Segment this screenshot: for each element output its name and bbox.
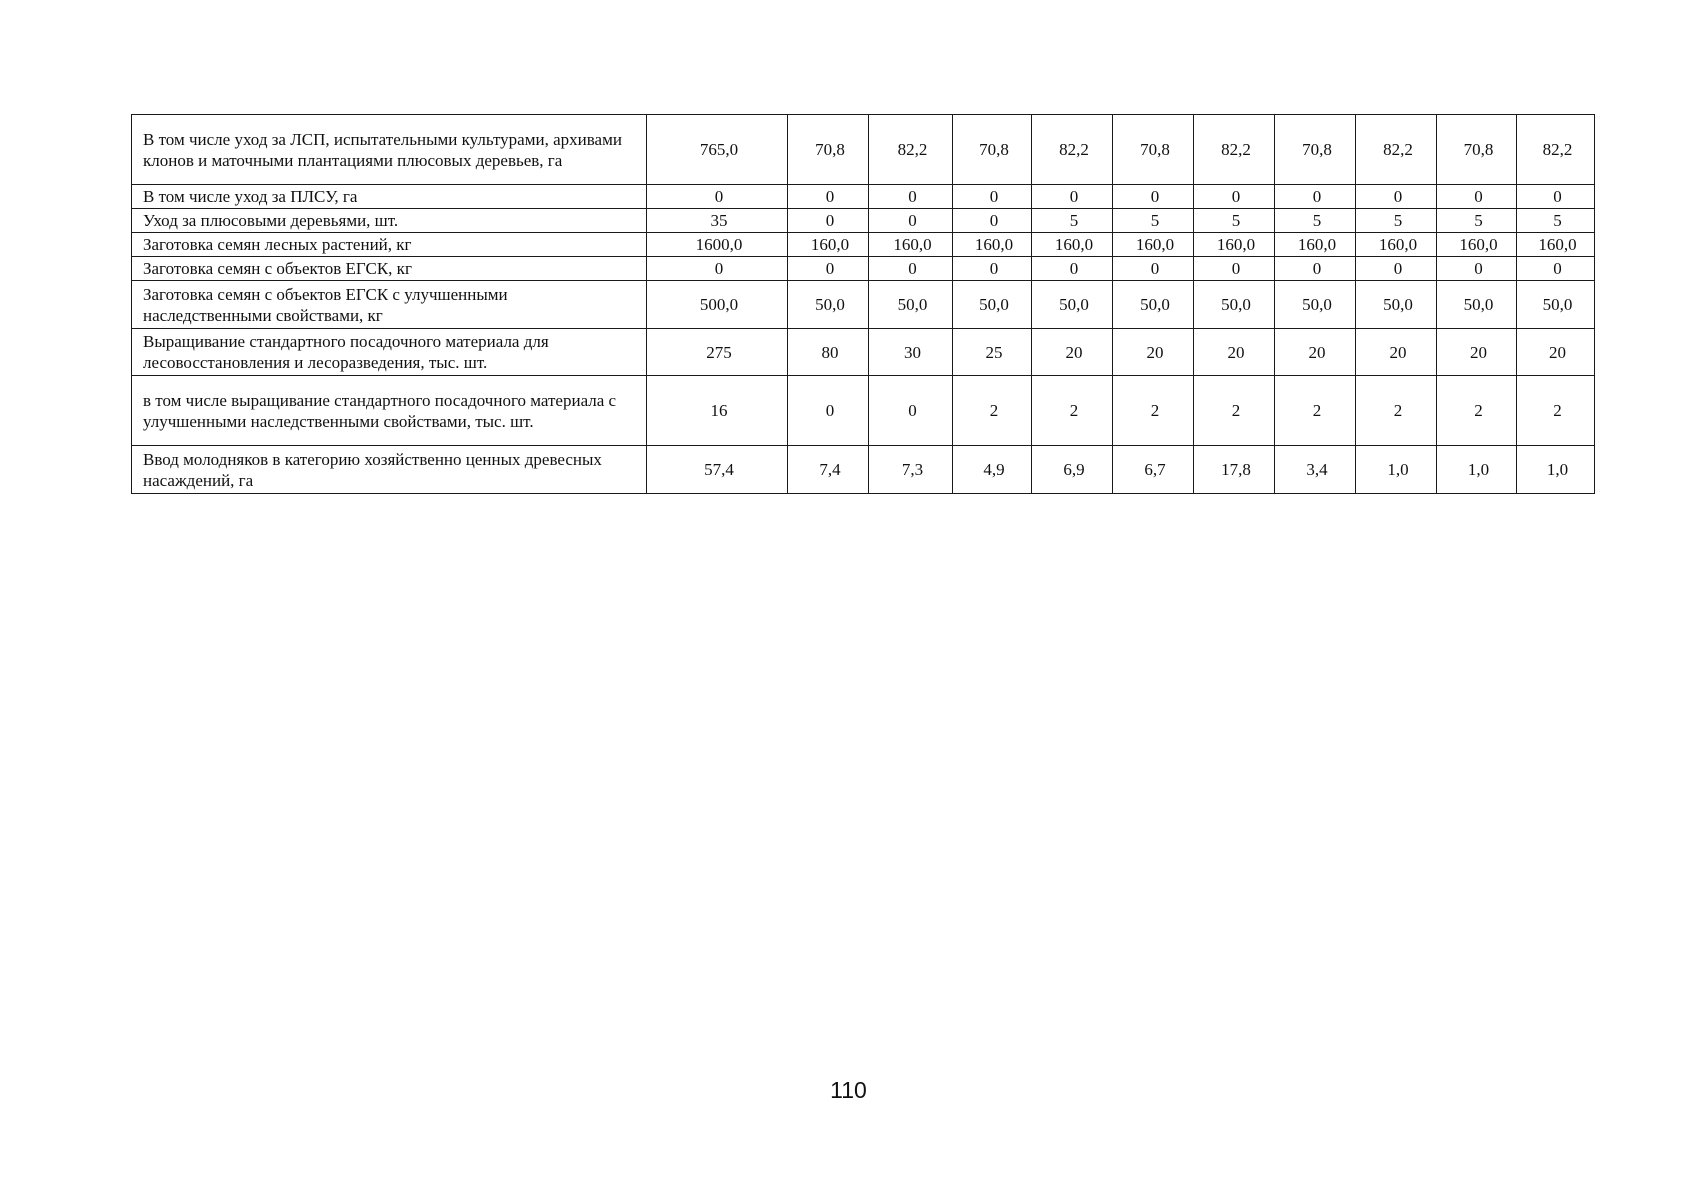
table-row bbox=[132, 281, 1595, 329]
table-cell: 70,8 bbox=[1275, 115, 1356, 185]
table-cell: 82,2 bbox=[1517, 115, 1595, 185]
table-cell: 2 bbox=[1032, 376, 1113, 446]
table-row bbox=[132, 115, 1595, 185]
table-cell: 57,4 bbox=[647, 446, 788, 494]
table-cell: 82,2 bbox=[1194, 115, 1275, 185]
row-label: В том числе уход за ЛСП, испытательными культурами, архивами клонов и маточными плантациями плюсовых деревьев, га bbox=[132, 115, 647, 185]
table-cell: 0 bbox=[788, 209, 869, 233]
row-label: Выращивание стандартного посадочного материала для лесовосстановления и лесоразведения, тыс. шт. bbox=[132, 329, 647, 376]
row-label: в том числе выращивание стандартного посадочного материала с улучшенными наследственными свойствами, тыс. шт. bbox=[132, 376, 647, 446]
table-cell: 0 bbox=[869, 185, 953, 209]
table-cell: 5 bbox=[1356, 209, 1437, 233]
table-cell: 6,7 bbox=[1113, 446, 1194, 494]
table-cell: 50,0 bbox=[1517, 281, 1595, 329]
table-cell: 2 bbox=[953, 376, 1032, 446]
table-cell: 0 bbox=[788, 185, 869, 209]
table-cell: 0 bbox=[1437, 257, 1517, 281]
table-cell: 0 bbox=[953, 185, 1032, 209]
table-cell: 50,0 bbox=[1032, 281, 1113, 329]
table-cell: 20 bbox=[1437, 329, 1517, 376]
table-cell: 160,0 bbox=[1437, 233, 1517, 257]
table-cell: 50,0 bbox=[1356, 281, 1437, 329]
table-row bbox=[132, 209, 1595, 233]
table-cell: 0 bbox=[1437, 185, 1517, 209]
table-cell: 5 bbox=[1194, 209, 1275, 233]
data-table bbox=[131, 114, 1595, 494]
table-cell: 0 bbox=[1517, 257, 1595, 281]
table-cell: 0 bbox=[1356, 257, 1437, 281]
table-cell: 80 bbox=[788, 329, 869, 376]
table-cell: 160,0 bbox=[1032, 233, 1113, 257]
table-cell: 0 bbox=[953, 257, 1032, 281]
table-cell: 5 bbox=[1032, 209, 1113, 233]
page-number: 110 bbox=[830, 1077, 867, 1103]
table-cell: 50,0 bbox=[869, 281, 953, 329]
table-cell: 275 bbox=[647, 329, 788, 376]
table-row bbox=[132, 233, 1595, 257]
table-cell: 0 bbox=[1275, 257, 1356, 281]
table-cell: 160,0 bbox=[1194, 233, 1275, 257]
table-cell: 50,0 bbox=[1275, 281, 1356, 329]
table-cell: 2 bbox=[1113, 376, 1194, 446]
table-cell: 20 bbox=[1517, 329, 1595, 376]
table-cell: 160,0 bbox=[1275, 233, 1356, 257]
table-row bbox=[132, 185, 1595, 209]
table-cell: 0 bbox=[647, 185, 788, 209]
table-cell: 500,0 bbox=[647, 281, 788, 329]
table-cell: 70,8 bbox=[1437, 115, 1517, 185]
table-cell: 35 bbox=[647, 209, 788, 233]
table-cell: 0 bbox=[1275, 185, 1356, 209]
table-cell: 70,8 bbox=[953, 115, 1032, 185]
table-cell: 2 bbox=[1194, 376, 1275, 446]
row-label: Уход за плюсовыми деревьями, шт. bbox=[132, 209, 647, 233]
table-cell: 0 bbox=[869, 376, 953, 446]
table-cell: 82,2 bbox=[1032, 115, 1113, 185]
table-cell: 0 bbox=[788, 376, 869, 446]
table-cell: 0 bbox=[1032, 257, 1113, 281]
table-cell: 1600,0 bbox=[647, 233, 788, 257]
table-cell: 20 bbox=[1194, 329, 1275, 376]
table-cell: 2 bbox=[1275, 376, 1356, 446]
table-cell: 1,0 bbox=[1517, 446, 1595, 494]
table-cell: 765,0 bbox=[647, 115, 788, 185]
table-cell: 0 bbox=[1113, 185, 1194, 209]
table-cell: 20 bbox=[1113, 329, 1194, 376]
table-cell: 160,0 bbox=[1517, 233, 1595, 257]
table-cell: 16 bbox=[647, 376, 788, 446]
table-cell: 50,0 bbox=[788, 281, 869, 329]
table-cell: 0 bbox=[869, 257, 953, 281]
table-cell: 3,4 bbox=[1275, 446, 1356, 494]
table-cell: 160,0 bbox=[869, 233, 953, 257]
table-cell: 160,0 bbox=[1356, 233, 1437, 257]
table-cell: 0 bbox=[788, 257, 869, 281]
table-cell: 0 bbox=[1517, 185, 1595, 209]
table-cell: 160,0 bbox=[1113, 233, 1194, 257]
table-cell: 5 bbox=[1517, 209, 1595, 233]
row-label: Заготовка семян с объектов ЕГСК, кг bbox=[132, 257, 647, 281]
table-cell: 30 bbox=[869, 329, 953, 376]
table-cell: 160,0 bbox=[788, 233, 869, 257]
row-label: Заготовка семян лесных растений, кг bbox=[132, 233, 647, 257]
table-row bbox=[132, 376, 1595, 446]
table-cell: 50,0 bbox=[1437, 281, 1517, 329]
table-cell: 0 bbox=[1113, 257, 1194, 281]
table-row bbox=[132, 329, 1595, 376]
table-cell: 20 bbox=[1032, 329, 1113, 376]
table-cell: 4,9 bbox=[953, 446, 1032, 494]
table-row bbox=[132, 257, 1595, 281]
table-cell: 2 bbox=[1437, 376, 1517, 446]
table-cell: 20 bbox=[1356, 329, 1437, 376]
row-label: Ввод молодняков в категорию хозяйственно ценных древесных насаждений, га bbox=[132, 446, 647, 494]
table-cell: 7,4 bbox=[788, 446, 869, 494]
table-cell: 0 bbox=[1356, 185, 1437, 209]
table-cell: 50,0 bbox=[953, 281, 1032, 329]
table-cell: 0 bbox=[953, 209, 1032, 233]
table-cell: 70,8 bbox=[788, 115, 869, 185]
table-cell: 5 bbox=[1275, 209, 1356, 233]
table-cell: 17,8 bbox=[1194, 446, 1275, 494]
table-body bbox=[132, 115, 1595, 494]
table-cell: 0 bbox=[647, 257, 788, 281]
table-cell: 0 bbox=[1194, 257, 1275, 281]
table-cell: 0 bbox=[1032, 185, 1113, 209]
table-cell: 50,0 bbox=[1113, 281, 1194, 329]
table-cell: 50,0 bbox=[1194, 281, 1275, 329]
table-cell: 7,3 bbox=[869, 446, 953, 494]
table-cell: 0 bbox=[869, 209, 953, 233]
table-cell: 5 bbox=[1113, 209, 1194, 233]
table-cell: 1,0 bbox=[1356, 446, 1437, 494]
row-label: В том числе уход за ПЛСУ, га bbox=[132, 185, 647, 209]
table-row bbox=[132, 446, 1595, 494]
table-cell: 5 bbox=[1437, 209, 1517, 233]
table-cell: 1,0 bbox=[1437, 446, 1517, 494]
table-cell: 82,2 bbox=[1356, 115, 1437, 185]
table-cell: 20 bbox=[1275, 329, 1356, 376]
table-cell: 25 bbox=[953, 329, 1032, 376]
table-cell: 2 bbox=[1356, 376, 1437, 446]
row-label: Заготовка семян с объектов ЕГСК с улучшенными наследственными свойствами, кг bbox=[132, 281, 647, 329]
table-cell: 82,2 bbox=[869, 115, 953, 185]
table-cell: 160,0 bbox=[953, 233, 1032, 257]
table-cell: 2 bbox=[1517, 376, 1595, 446]
table-cell: 0 bbox=[1194, 185, 1275, 209]
table-cell: 6,9 bbox=[1032, 446, 1113, 494]
table-cell: 70,8 bbox=[1113, 115, 1194, 185]
